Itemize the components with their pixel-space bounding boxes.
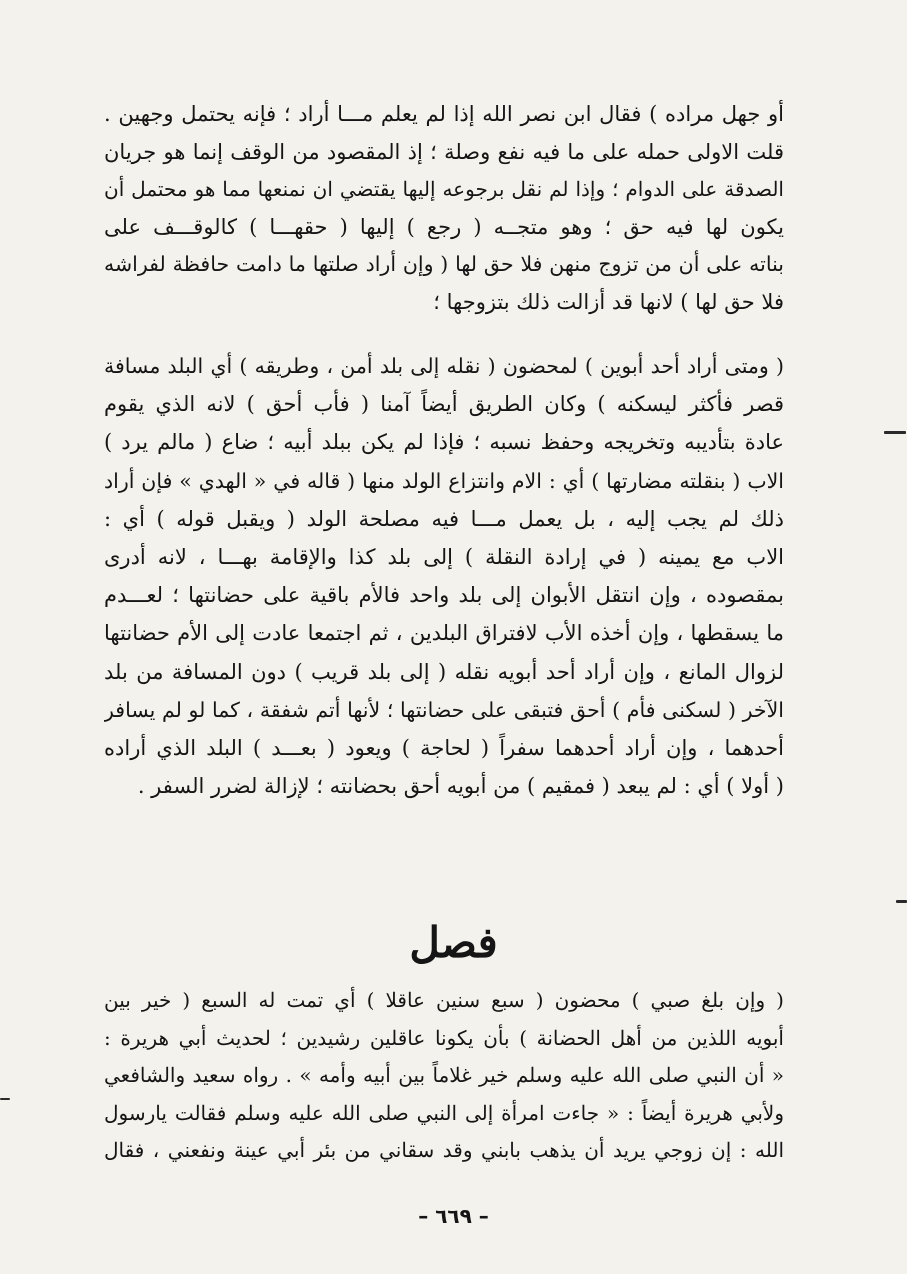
- text-line: الاب ( بنقلته مضارتها ) أي : الام وانتزاع الولد منها ( قاله في « الهدي » فإن أراد: [104, 468, 784, 493]
- section-heading: فصل: [409, 918, 498, 967]
- text-line: ذلك لم يجب إليه ، بل يعمل مـــا فيه مصلحة الولد ( ويقبل قوله ) أي :: [104, 506, 784, 531]
- text-line: لزوال المانع ، وإن أراد أحد أبويه نقله ( إلى بلد قريب ) دون المسافة من بلد: [104, 659, 784, 684]
- margin-mark: [896, 900, 907, 903]
- paragraph-choice: [104, 982, 784, 1170]
- text-line: الله : إن زوجي يريد أن يذهب بابني وقد سقاني من بئر أبي عينة ونفعني ، فقال: [104, 1138, 784, 1162]
- text-line: عادة بتأديبه وتخريجه وحفظ نسبه ؛ فإذا لم يكن ببلد أبيه ؛ ضاع ( مالم يرد ): [104, 430, 784, 455]
- text-line: ( وإن بلغ صبي ) محضون ( سبع سنين عاقلا ) أي تمت له السبع ( خير بين: [104, 988, 784, 1012]
- text-line: أبويه اللذين من أهل الحضانة ) بأن يكونا عاقلين رشيدين ؛ لحديث أبي هريرة :: [104, 1025, 784, 1050]
- text-line: قصر فأكثر ليسكنه ) وكان الطريق أيضاً آمنا ( فأب أحق ) لانه الذي يقوم: [104, 392, 784, 417]
- text-line: « أن النبي صلى الله عليه وسلم خير غلاماً بين أبيه وأمه » . رواه سعيد والشافعي: [104, 1063, 784, 1087]
- text-line: الاب مع يمينه ( في إرادة النقلة ) إلى بلد كذا والإقامة بهـــا ، لانه أدرى: [104, 545, 784, 570]
- text-line: قلت الاولى حمله على ما فيه نفع وصلة ؛ إذ المقصود من الوقف إنما هو جريان: [104, 139, 784, 164]
- text-line: أحدهما ، وإن أراد أحدهما سفراً ( لحاجة ) ويعود ( بعـــد ) البلد الذي أراده: [104, 736, 784, 761]
- paragraph-relocation: [104, 347, 784, 805]
- text-line: ( ومتى أراد أحد أبوين ) لمحضون ( نقله إلى بلد أمن ، وطريقه ) أي البلد مسافة: [104, 354, 784, 378]
- text-line: ولأبي هريرة أيضاً : « جاءت امرأة إلى النبي صلى الله عليه وسلم فقالت يارسول: [104, 1100, 784, 1125]
- text-line: فلا حق لها ) لانها قد أزالت ذلك بتزوجها ؛: [433, 289, 784, 314]
- text-line: ( أولا ) أي : لم يبعد ( فمقيم ) من أبويه أحق بحضانته ؛ لإزالة لضرر السفر .: [137, 774, 784, 799]
- text-line: بمقصوده ، وإن انتقل الأبوان إلى بلد واحد فالأم باقية على حضانتها ؛ لعـــدم: [104, 583, 784, 608]
- text-line: الآخر ( لسكنى فأم ) أحق فتبقى على حضانتها ؛ لأنها أتم شفقة ، كما لو لم يسافر: [104, 697, 784, 722]
- text-line: ما يسقطها ، وإن أخذه الأب لافتراق البلدين ، ثم اجتمعا عادت إلى الأم حضانتها: [104, 621, 784, 646]
- text-line: أو جهل مراده ) فقال ابن نصر الله إذا لم يعلم مـــا أراد ؛ فإنه يحتمل وجهين .: [104, 102, 784, 126]
- text-line: الصدقة على الدوام ؛ وإذا لم نقل برجوعه إليها يقتضي ان نمنعها مما هو محتمل أن: [104, 177, 784, 202]
- margin-mark: [884, 431, 906, 434]
- margin-mark: [0, 1098, 10, 1100]
- paragraph-continuation: [104, 96, 784, 322]
- page-number: – ٦٦٩ –: [418, 1204, 489, 1228]
- text-line: بناته على أن من تزوج منهن فلا حق لها ( وإن أراد صلتها ما دامت حافظة لفراشه: [104, 252, 784, 277]
- text-line: يكون لها فيه حق ؛ وهو متجــه ( رجع ) إليها ( حقهـــا ) كالوقـــف على: [104, 214, 784, 239]
